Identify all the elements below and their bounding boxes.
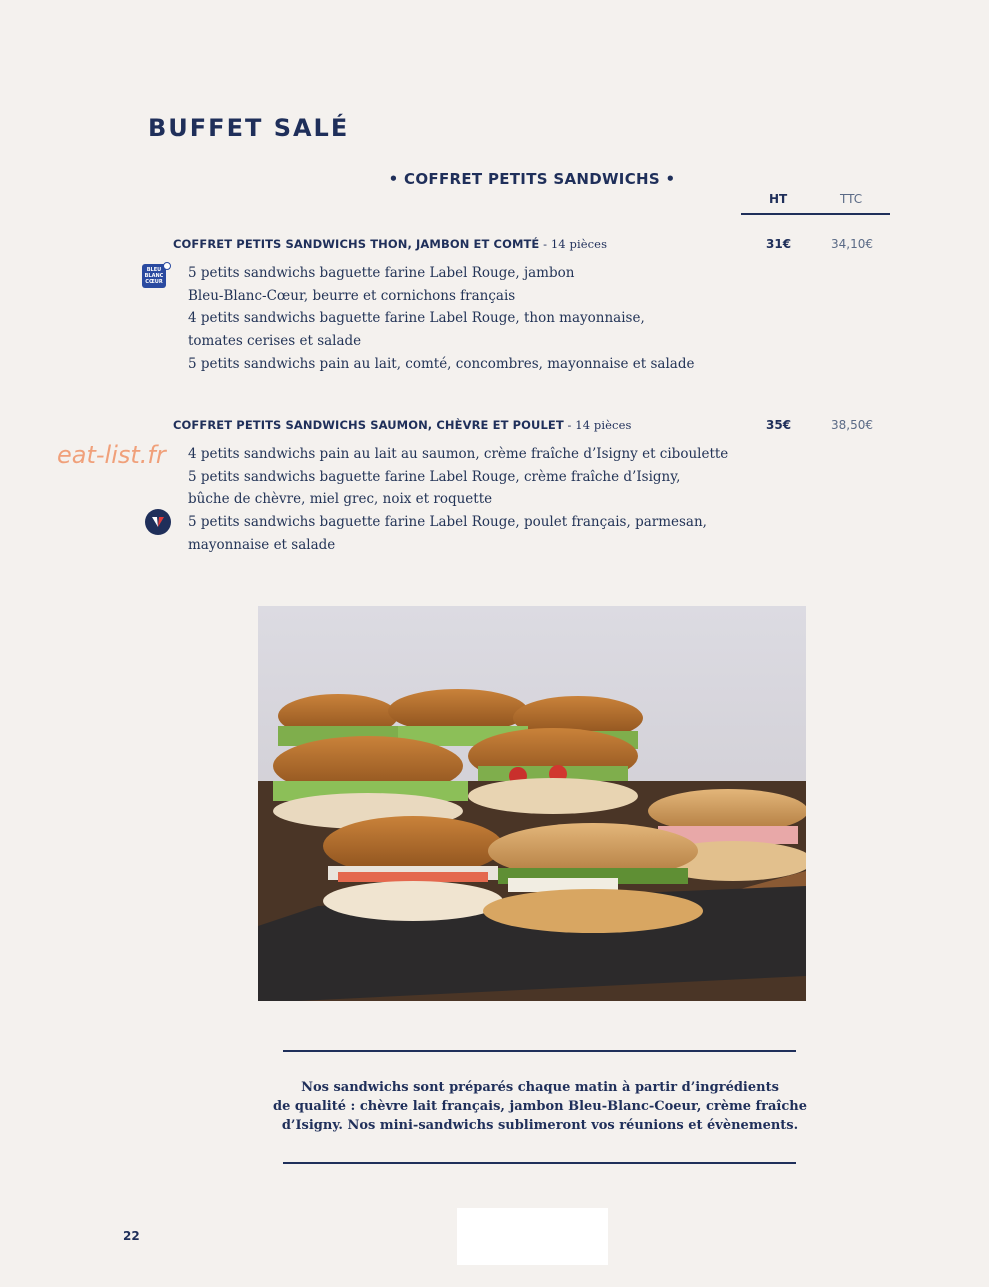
header-divider [741, 213, 890, 215]
description-line: 5 petits sandwichs baguette farine Label Rouge, poulet français, parmesan, [188, 514, 707, 531]
page-number: 22 [123, 1229, 140, 1243]
description-line: mayonnaise et salade [188, 536, 336, 553]
column-header-ttc: TTC [840, 192, 863, 206]
description-line: 5 petits sandwichs pain au lait, comté, concombres, mayonnaise et salade [188, 355, 695, 372]
note-line: de qualité : chèvre lait français, jambon Bleu-Blanc-Coeur, crème fraîche [273, 1099, 807, 1114]
description-line: 5 petits sandwichs baguette farine Label Rouge, crème fraîche d’Isigny, [188, 468, 681, 485]
item-description [188, 443, 728, 556]
description-line: 4 petits sandwichs pain au lait au saumon, crème fraîche d’Isigny et ciboulette [188, 446, 729, 462]
price-ht: 31€ [766, 237, 792, 251]
blank-panel [457, 1208, 608, 1265]
description-line: 4 petits sandwichs baguette farine Label Rouge, thon mayonnaise, [188, 310, 645, 327]
page-title: BUFFET SALÉ [148, 114, 350, 142]
description-line: bûche de chèvre, miel grec, noix et roquette [188, 491, 493, 508]
volaille-francaise-icon [144, 508, 172, 536]
footer-note [270, 1078, 810, 1135]
sandwich-photo [258, 606, 806, 1001]
item-name: COFFRET PETITS SANDWICHS THON, JAMBON ET COMTÉ - 14 pièces [173, 237, 608, 251]
price-ht: 35€ [766, 418, 792, 432]
svg-text:BLEU: BLEU [146, 267, 162, 273]
watermark: eat-list.fr [57, 441, 166, 469]
item-name: COFFRET PETITS SANDWICHS SAUMON, CHÈVRE ET POULET - 14 pièces [173, 418, 632, 432]
svg-text:BLANC: BLANC [144, 273, 164, 279]
bleu-blanc-coeur-icon [141, 262, 171, 290]
note-top-divider [283, 1050, 796, 1052]
price-ttc: 38,50€ [831, 418, 873, 432]
note-line: d’Isigny. Nos mini-sandwichs sublimeront vos réunions et évènements. [281, 1118, 799, 1133]
note-bottom-divider [283, 1162, 796, 1164]
price-ttc: 34,10€ [831, 237, 873, 251]
description-line: tomates cerises et salade [188, 333, 362, 350]
column-header-ht: HT [769, 192, 788, 206]
section-title: • COFFRET PETITS SANDWICHS • [388, 170, 676, 188]
item-description [188, 262, 694, 375]
description-line: 5 petits sandwichs baguette farine Label Rouge, jambon [188, 265, 575, 281]
note-line: Nos sandwichs sont préparés chaque matin à partir d’ingrédients [301, 1080, 779, 1095]
description-line: Bleu-Blanc-Cœur, beurre et cornichons français [188, 287, 516, 304]
svg-text:CŒUR: CŒUR [145, 279, 163, 285]
